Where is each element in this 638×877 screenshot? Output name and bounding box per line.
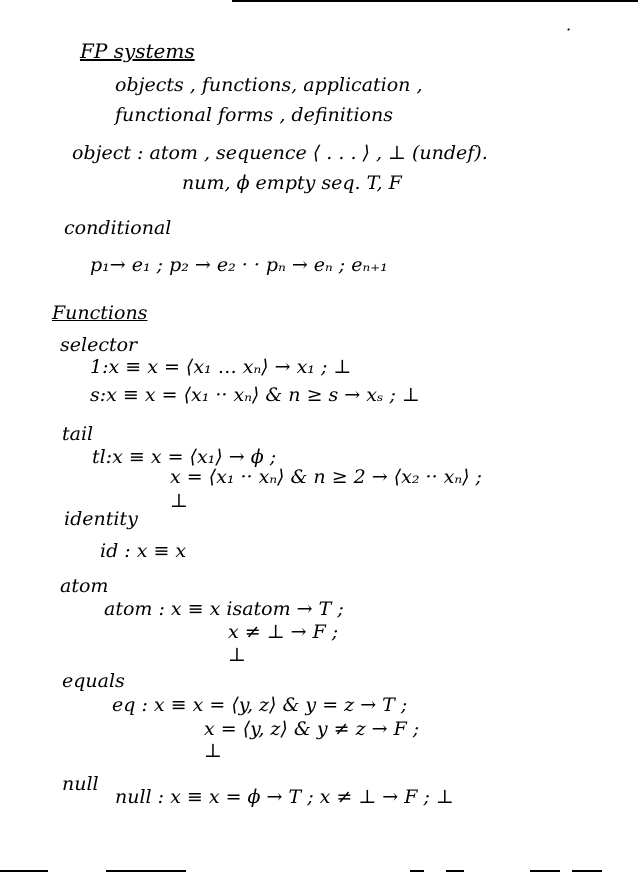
object-definition: object : atom , sequence ⟨ . . . ⟩ , ⊥ (undef). [72, 142, 488, 164]
atom-line-3: ⊥ [228, 644, 246, 666]
bottom-edge-rule-3 [410, 870, 424, 872]
equals-line-1: eq : x ≡ x = ⟨y, z⟩ & y = z → T ; [112, 694, 408, 716]
null-line: null : x ≡ x = ϕ → T ; x ≠ ⊥ → F ; ⊥ [115, 786, 454, 808]
page-title: FP systems [80, 39, 195, 63]
tail-heading: tail [62, 423, 94, 445]
conditional-heading: conditional [64, 217, 172, 239]
conditional-expression: p₁→ e₁ ; p₂ → e₂ · · pₙ → eₙ ; eₙ₊₁ [90, 254, 388, 276]
selector-line-1: 1:x ≡ x = ⟨x₁ … xₙ⟩ → x₁ ; ⊥ [90, 356, 352, 378]
bottom-edge-rule-6 [572, 870, 602, 872]
selector-heading: selector [60, 334, 138, 356]
selector-line-2: s:x ≡ x = ⟨x₁ ·· xₙ⟩ & n ≥ s → xₛ ; ⊥ [90, 384, 420, 406]
bottom-edge-rule-2 [106, 870, 186, 872]
intro-line-2: functional forms , definitions [115, 104, 393, 126]
tail-line-3: ⊥ [170, 490, 188, 512]
atom-line-2: x ≠ ⊥ → F ; [228, 621, 339, 643]
null-heading: null [62, 773, 99, 795]
bottom-edge-rule-1 [0, 870, 48, 872]
stray-mark: · [566, 20, 572, 39]
top-edge-rule [232, 0, 638, 2]
atom-line-1: atom : x ≡ x isatom → T ; [104, 598, 344, 620]
bottom-edge-rule-4 [446, 870, 464, 872]
object-definition-cont: num, ϕ empty seq. T, F [182, 172, 402, 194]
tail-line-2: x = ⟨x₁ ·· xₙ⟩ & n ≥ 2 → ⟨x₂ ·· xₙ⟩ ; [170, 466, 482, 488]
atom-heading: atom [60, 575, 109, 597]
equals-heading: equals [62, 670, 125, 692]
functions-heading: Functions [52, 302, 148, 324]
intro-line-1: objects , functions, application , [115, 74, 423, 96]
tail-line-1: tl:x ≡ x = ⟨x₁⟩ → ϕ ; [92, 446, 277, 468]
identity-heading: identity [64, 508, 138, 530]
equals-line-3: ⊥ [204, 740, 222, 762]
bottom-edge-rule-5 [530, 870, 560, 872]
equals-line-2: x = ⟨y, z⟩ & y ≠ z → F ; [204, 718, 420, 740]
identity-line: id : x ≡ x [100, 540, 187, 562]
